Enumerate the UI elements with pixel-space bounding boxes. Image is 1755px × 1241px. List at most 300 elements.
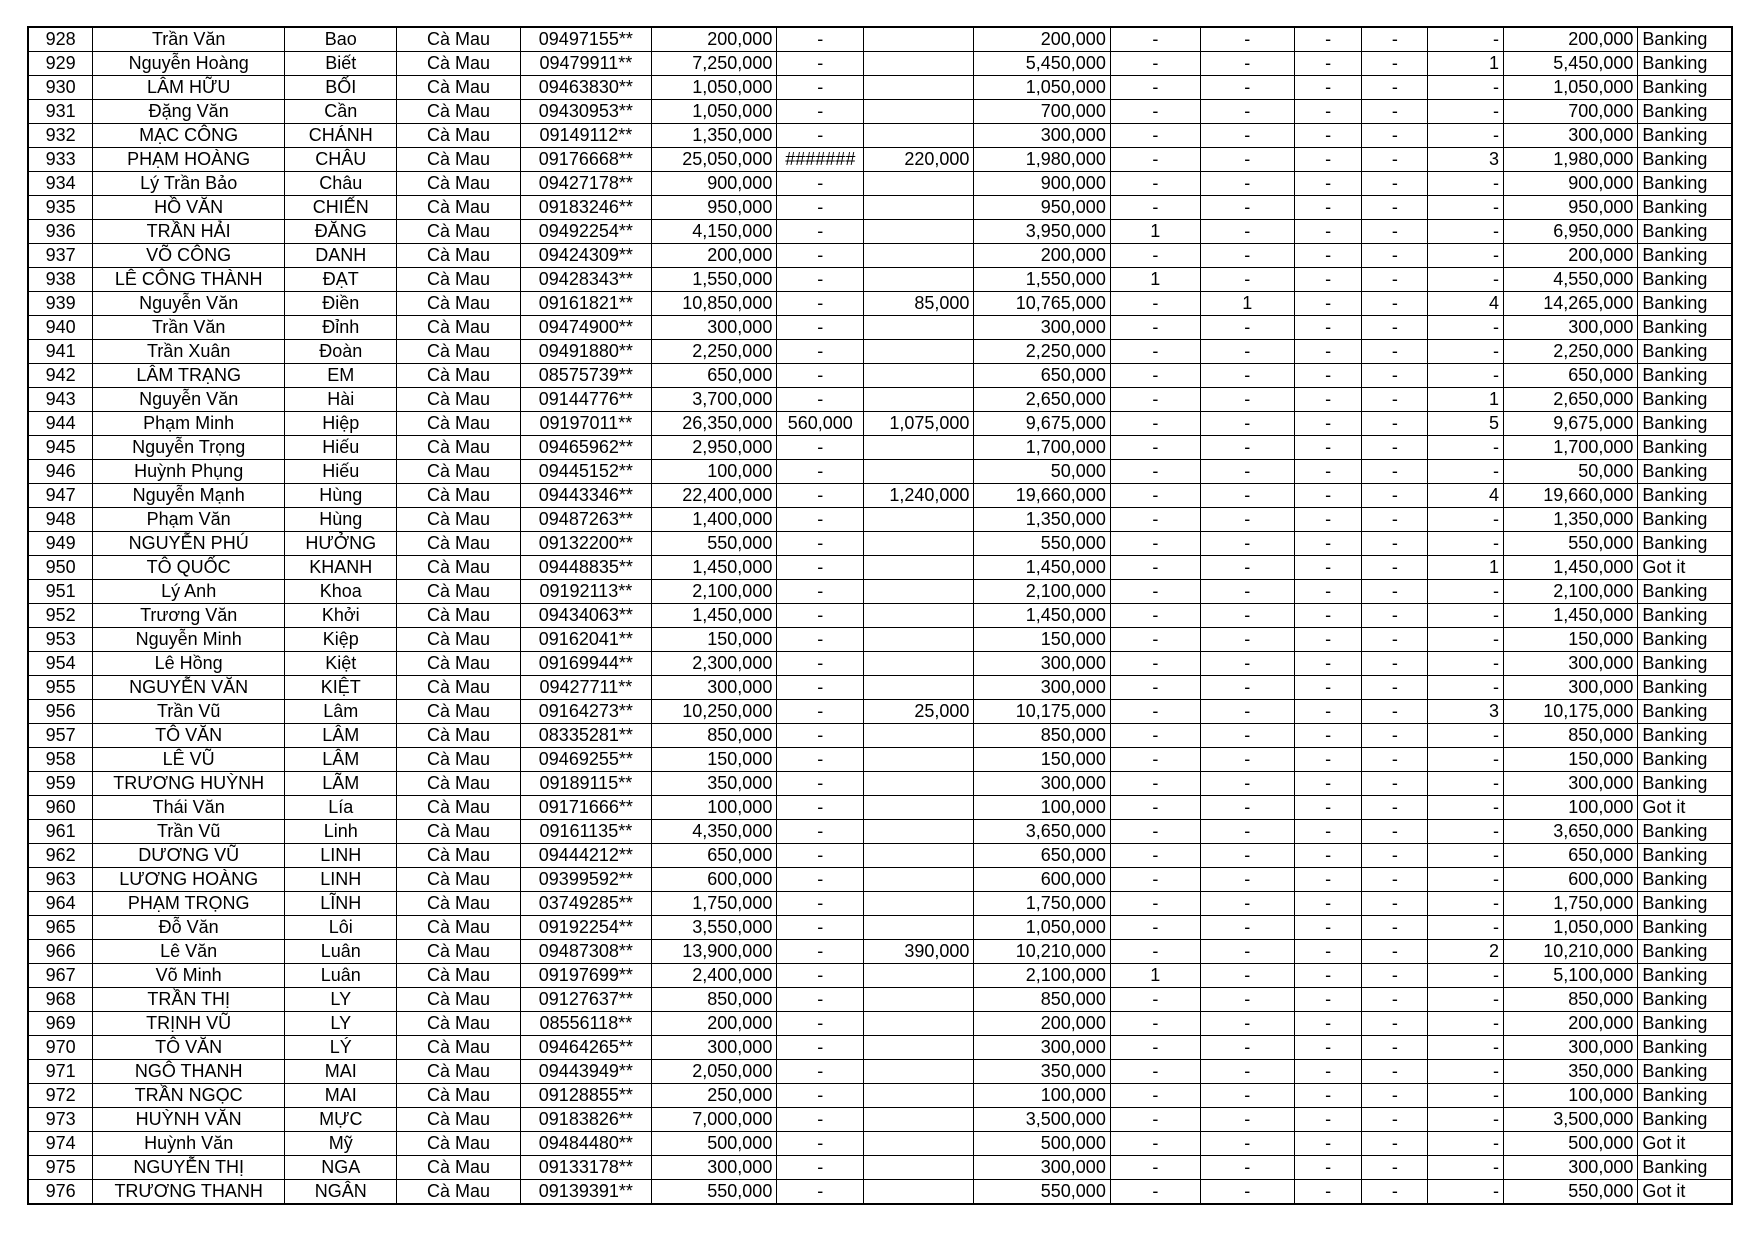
amount-3-cell [864, 388, 974, 412]
payment-method-cell: Got it [1638, 1180, 1732, 1205]
surname-cell: DƯƠNG VŨ [93, 844, 285, 868]
amount-3-cell [864, 868, 974, 892]
count-5-cell: 3 [1428, 148, 1504, 172]
row-number-cell: 950 [28, 556, 93, 580]
count-1-cell: - [1110, 316, 1200, 340]
surname-cell: Phạm Minh [93, 412, 285, 436]
row-number-cell: 962 [28, 844, 93, 868]
payment-method-cell: Banking [1638, 484, 1732, 508]
amount-cell: 7,250,000 [652, 52, 777, 76]
count-4-cell: - [1362, 100, 1428, 124]
surname-cell: LƯƠNG HOÀNG [93, 868, 285, 892]
count-3-cell: - [1294, 172, 1362, 196]
phone-cell: 09189115** [520, 772, 651, 796]
amount-cell: 200,000 [652, 244, 777, 268]
count-1-cell: - [1110, 604, 1200, 628]
phone-cell: 09465962** [520, 436, 651, 460]
amount-cell: 1,450,000 [652, 556, 777, 580]
amount-3-cell [864, 172, 974, 196]
count-3-cell: - [1294, 1156, 1362, 1180]
count-1-cell: - [1110, 748, 1200, 772]
table-row [28, 748, 1732, 772]
payment-method-cell: Banking [1638, 940, 1732, 964]
given-name-cell: MAI [285, 1060, 397, 1084]
total-cell: 650,000 [1503, 364, 1637, 388]
phone-cell: 09161821** [520, 292, 651, 316]
amount-2-cell: - [777, 100, 864, 124]
amount-cell: 2,250,000 [652, 340, 777, 364]
count-1-cell: - [1110, 940, 1200, 964]
amount-4-cell: 3,500,000 [974, 1108, 1110, 1132]
payment-method-cell: Got it [1638, 1132, 1732, 1156]
amount-cell: 300,000 [652, 1036, 777, 1060]
phone-cell: 09474900** [520, 316, 651, 340]
amount-3-cell [864, 676, 974, 700]
count-4-cell: - [1362, 604, 1428, 628]
payment-method-cell: Banking [1638, 268, 1732, 292]
count-1-cell: - [1110, 460, 1200, 484]
count-1-cell: - [1110, 580, 1200, 604]
payment-method-cell: Banking [1638, 652, 1732, 676]
count-4-cell: - [1362, 964, 1428, 988]
amount-4-cell: 1,700,000 [974, 436, 1110, 460]
table-row [28, 628, 1732, 652]
payment-method-cell: Banking [1638, 1012, 1732, 1036]
given-name-cell: EM [285, 364, 397, 388]
given-name-cell: LÂM [285, 748, 397, 772]
amount-3-cell [864, 1084, 974, 1108]
surname-cell: NGUYỄN PHÚ [93, 532, 285, 556]
given-name-cell: NGA [285, 1156, 397, 1180]
amount-2-cell: - [777, 196, 864, 220]
province-cell: Cà Mau [397, 652, 520, 676]
given-name-cell: Hiếu [285, 460, 397, 484]
table-row [28, 532, 1732, 556]
count-3-cell: - [1294, 604, 1362, 628]
surname-cell: Lý Trần Bảo [93, 172, 285, 196]
amount-3-cell [864, 724, 974, 748]
phone-cell: 09443346** [520, 484, 651, 508]
given-name-cell: Lía [285, 796, 397, 820]
table-row [28, 1132, 1732, 1156]
payment-method-cell: Got it [1638, 796, 1732, 820]
amount-2-cell: - [777, 580, 864, 604]
surname-cell: TRẦN THỊ [93, 988, 285, 1012]
phone-cell: 09192254** [520, 916, 651, 940]
amount-4-cell: 500,000 [974, 1132, 1110, 1156]
payment-method-cell: Banking [1638, 604, 1732, 628]
count-3-cell: - [1294, 244, 1362, 268]
table-row [28, 460, 1732, 484]
province-cell: Cà Mau [397, 1108, 520, 1132]
province-cell: Cà Mau [397, 172, 520, 196]
count-3-cell: - [1294, 724, 1362, 748]
count-2-cell: - [1200, 196, 1294, 220]
given-name-cell: Hiếu [285, 436, 397, 460]
phone-cell: 09133178** [520, 1156, 651, 1180]
count-4-cell: - [1362, 388, 1428, 412]
surname-cell: TÔ VĂN [93, 724, 285, 748]
amount-4-cell: 5,450,000 [974, 52, 1110, 76]
amount-3-cell [864, 556, 974, 580]
amount-2-cell: - [777, 1012, 864, 1036]
province-cell: Cà Mau [397, 1132, 520, 1156]
amount-4-cell: 1,980,000 [974, 148, 1110, 172]
row-number-cell: 948 [28, 508, 93, 532]
table-row [28, 196, 1732, 220]
amount-4-cell: 300,000 [974, 772, 1110, 796]
count-4-cell: - [1362, 1036, 1428, 1060]
amount-2-cell: - [777, 700, 864, 724]
province-cell: Cà Mau [397, 700, 520, 724]
given-name-cell: MAI [285, 1084, 397, 1108]
count-4-cell: - [1362, 748, 1428, 772]
surname-cell: NGUYỄN THỊ [93, 1156, 285, 1180]
count-5-cell: 1 [1428, 388, 1504, 412]
province-cell: Cà Mau [397, 940, 520, 964]
amount-3-cell: 1,240,000 [864, 484, 974, 508]
count-4-cell: - [1362, 868, 1428, 892]
payment-method-cell: Banking [1638, 460, 1732, 484]
total-cell: 1,050,000 [1503, 76, 1637, 100]
count-2-cell: - [1200, 1108, 1294, 1132]
total-cell: 2,100,000 [1503, 580, 1637, 604]
count-2-cell: - [1200, 604, 1294, 628]
count-5-cell: - [1428, 724, 1504, 748]
amount-4-cell: 300,000 [974, 124, 1110, 148]
amount-3-cell [864, 52, 974, 76]
amount-2-cell: - [777, 940, 864, 964]
province-cell: Cà Mau [397, 1180, 520, 1205]
count-3-cell: - [1294, 220, 1362, 244]
count-2-cell: - [1200, 940, 1294, 964]
given-name-cell: LINH [285, 868, 397, 892]
count-5-cell: - [1428, 988, 1504, 1012]
amount-cell: 500,000 [652, 1132, 777, 1156]
amount-2-cell: - [777, 1108, 864, 1132]
count-4-cell: - [1362, 1180, 1428, 1205]
table-row [28, 604, 1732, 628]
amount-4-cell: 19,660,000 [974, 484, 1110, 508]
amount-cell: 1,050,000 [652, 76, 777, 100]
total-cell: 150,000 [1503, 628, 1637, 652]
count-4-cell: - [1362, 436, 1428, 460]
count-1-cell: - [1110, 988, 1200, 1012]
province-cell: Cà Mau [397, 964, 520, 988]
amount-2-cell: - [777, 820, 864, 844]
count-1-cell: - [1110, 1012, 1200, 1036]
total-cell: 300,000 [1503, 676, 1637, 700]
payment-method-cell: Banking [1638, 772, 1732, 796]
province-cell: Cà Mau [397, 532, 520, 556]
row-number-cell: 930 [28, 76, 93, 100]
phone-cell: 08335281** [520, 724, 651, 748]
count-1-cell: - [1110, 196, 1200, 220]
given-name-cell: Luân [285, 964, 397, 988]
phone-cell: 09128855** [520, 1084, 651, 1108]
count-1-cell: - [1110, 652, 1200, 676]
count-5-cell: - [1428, 604, 1504, 628]
amount-4-cell: 350,000 [974, 1060, 1110, 1084]
amount-cell: 4,350,000 [652, 820, 777, 844]
given-name-cell: Lôi [285, 916, 397, 940]
count-2-cell: - [1200, 172, 1294, 196]
count-2-cell: - [1200, 244, 1294, 268]
amount-cell: 550,000 [652, 1180, 777, 1205]
amount-4-cell: 2,650,000 [974, 388, 1110, 412]
count-1-cell: - [1110, 100, 1200, 124]
row-number-cell: 943 [28, 388, 93, 412]
row-number-cell: 937 [28, 244, 93, 268]
total-cell: 150,000 [1503, 748, 1637, 772]
amount-4-cell: 1,050,000 [974, 76, 1110, 100]
phone-cell: 09427178** [520, 172, 651, 196]
total-cell: 5,100,000 [1503, 964, 1637, 988]
phone-cell: 09444212** [520, 844, 651, 868]
count-4-cell: - [1362, 1060, 1428, 1084]
count-5-cell: 1 [1428, 556, 1504, 580]
total-cell: 600,000 [1503, 868, 1637, 892]
total-cell: 10,210,000 [1503, 940, 1637, 964]
row-number-cell: 954 [28, 652, 93, 676]
amount-cell: 2,100,000 [652, 580, 777, 604]
phone-cell: 09430953** [520, 100, 651, 124]
total-cell: 1,450,000 [1503, 556, 1637, 580]
count-5-cell: - [1428, 676, 1504, 700]
total-cell: 100,000 [1503, 1084, 1637, 1108]
payment-method-cell: Banking [1638, 676, 1732, 700]
given-name-cell: LÝ [285, 1036, 397, 1060]
amount-4-cell: 1,350,000 [974, 508, 1110, 532]
count-4-cell: - [1362, 1012, 1428, 1036]
given-name-cell: Bao [285, 27, 397, 52]
count-4-cell: - [1362, 244, 1428, 268]
count-2-cell: - [1200, 868, 1294, 892]
province-cell: Cà Mau [397, 364, 520, 388]
row-number-cell: 936 [28, 220, 93, 244]
payment-method-cell: Banking [1638, 748, 1732, 772]
count-2-cell: - [1200, 388, 1294, 412]
amount-cell: 900,000 [652, 172, 777, 196]
amount-4-cell: 550,000 [974, 1180, 1110, 1205]
phone-cell: 09169944** [520, 652, 651, 676]
count-2-cell: - [1200, 268, 1294, 292]
amount-4-cell: 300,000 [974, 1156, 1110, 1180]
amount-cell: 150,000 [652, 748, 777, 772]
amount-2-cell: - [777, 604, 864, 628]
amount-3-cell [864, 268, 974, 292]
count-4-cell: - [1362, 628, 1428, 652]
payment-method-cell: Banking [1638, 124, 1732, 148]
phone-cell: 09463830** [520, 76, 651, 100]
amount-2-cell: - [777, 76, 864, 100]
count-1-cell: - [1110, 172, 1200, 196]
surname-cell: TÔ QUỐC [93, 556, 285, 580]
phone-cell: 09427711** [520, 676, 651, 700]
table-row [28, 316, 1732, 340]
amount-2-cell: - [777, 724, 864, 748]
count-1-cell: - [1110, 1132, 1200, 1156]
province-cell: Cà Mau [397, 748, 520, 772]
count-4-cell: - [1362, 1132, 1428, 1156]
amount-4-cell: 3,650,000 [974, 820, 1110, 844]
row-number-cell: 938 [28, 268, 93, 292]
payment-method-cell: Banking [1638, 916, 1732, 940]
total-cell: 100,000 [1503, 796, 1637, 820]
given-name-cell: MỰC [285, 1108, 397, 1132]
phone-cell: 09487263** [520, 508, 651, 532]
phone-cell: 03749285** [520, 892, 651, 916]
count-1-cell: - [1110, 292, 1200, 316]
amount-4-cell: 10,210,000 [974, 940, 1110, 964]
table-row [28, 1060, 1732, 1084]
amount-4-cell: 150,000 [974, 628, 1110, 652]
count-3-cell: - [1294, 532, 1362, 556]
count-5-cell: 2 [1428, 940, 1504, 964]
amount-2-cell: - [777, 964, 864, 988]
surname-cell: Nguyễn Minh [93, 628, 285, 652]
amount-2-cell: - [777, 844, 864, 868]
count-5-cell: - [1428, 892, 1504, 916]
row-number-cell: 946 [28, 460, 93, 484]
count-3-cell: - [1294, 772, 1362, 796]
count-3-cell: - [1294, 484, 1362, 508]
count-2-cell: - [1200, 724, 1294, 748]
count-1-cell: - [1110, 820, 1200, 844]
amount-cell: 2,300,000 [652, 652, 777, 676]
table-row [28, 388, 1732, 412]
count-2-cell: 1 [1200, 292, 1294, 316]
amount-3-cell [864, 316, 974, 340]
province-cell: Cà Mau [397, 508, 520, 532]
table-row [28, 868, 1732, 892]
given-name-cell: Mỹ [285, 1132, 397, 1156]
count-5-cell: - [1428, 364, 1504, 388]
province-cell: Cà Mau [397, 268, 520, 292]
amount-cell: 350,000 [652, 772, 777, 796]
row-number-cell: 966 [28, 940, 93, 964]
total-cell: 1,350,000 [1503, 508, 1637, 532]
count-3-cell: - [1294, 1132, 1362, 1156]
count-2-cell: - [1200, 484, 1294, 508]
amount-2-cell: - [777, 988, 864, 1012]
given-name-cell: Điền [285, 292, 397, 316]
count-2-cell: - [1200, 508, 1294, 532]
amount-cell: 2,050,000 [652, 1060, 777, 1084]
count-1-cell: - [1110, 436, 1200, 460]
amount-2-cell: ####### [777, 148, 864, 172]
amount-4-cell: 10,175,000 [974, 700, 1110, 724]
phone-cell: 09171666** [520, 796, 651, 820]
payment-method-cell: Banking [1638, 76, 1732, 100]
count-1-cell: - [1110, 892, 1200, 916]
table-row [28, 796, 1732, 820]
total-cell: 300,000 [1503, 772, 1637, 796]
count-4-cell: - [1362, 988, 1428, 1012]
count-5-cell: - [1428, 220, 1504, 244]
amount-4-cell: 200,000 [974, 1012, 1110, 1036]
amount-4-cell: 1,450,000 [974, 604, 1110, 628]
amount-cell: 3,550,000 [652, 916, 777, 940]
amount-cell: 850,000 [652, 988, 777, 1012]
count-1-cell: - [1110, 244, 1200, 268]
surname-cell: Nguyễn Văn [93, 292, 285, 316]
province-cell: Cà Mau [397, 1060, 520, 1084]
count-1-cell: - [1110, 388, 1200, 412]
surname-cell: TRẦN HẢI [93, 220, 285, 244]
row-number-cell: 965 [28, 916, 93, 940]
amount-3-cell [864, 916, 974, 940]
province-cell: Cà Mau [397, 580, 520, 604]
count-5-cell: 4 [1428, 484, 1504, 508]
province-cell: Cà Mau [397, 27, 520, 52]
count-2-cell: - [1200, 556, 1294, 580]
given-name-cell: BỐI [285, 76, 397, 100]
amount-2-cell: - [777, 1180, 864, 1205]
phone-cell: 09197011** [520, 412, 651, 436]
surname-cell: Trần Văn [93, 316, 285, 340]
amount-4-cell: 2,100,000 [974, 580, 1110, 604]
count-2-cell: - [1200, 220, 1294, 244]
amount-3-cell [864, 27, 974, 52]
amount-3-cell [864, 508, 974, 532]
amount-cell: 1,400,000 [652, 508, 777, 532]
given-name-cell: Hùng [285, 508, 397, 532]
count-4-cell: - [1362, 268, 1428, 292]
given-name-cell: Linh [285, 820, 397, 844]
amount-4-cell: 1,450,000 [974, 556, 1110, 580]
table-row [28, 676, 1732, 700]
amount-4-cell: 300,000 [974, 652, 1110, 676]
amount-2-cell: - [777, 340, 864, 364]
count-3-cell: - [1294, 796, 1362, 820]
row-number-cell: 960 [28, 796, 93, 820]
payment-method-cell: Banking [1638, 292, 1732, 316]
amount-2-cell: - [777, 772, 864, 796]
row-number-cell: 970 [28, 1036, 93, 1060]
count-3-cell: - [1294, 820, 1362, 844]
table-row [28, 1180, 1732, 1205]
count-5-cell: - [1428, 532, 1504, 556]
table-row [28, 1108, 1732, 1132]
count-2-cell: - [1200, 580, 1294, 604]
count-3-cell: - [1294, 268, 1362, 292]
given-name-cell: LĨNH [285, 892, 397, 916]
count-4-cell: - [1362, 412, 1428, 436]
table-row [28, 820, 1732, 844]
count-4-cell: - [1362, 580, 1428, 604]
given-name-cell: LÃM [285, 772, 397, 796]
count-4-cell: - [1362, 1156, 1428, 1180]
province-cell: Cà Mau [397, 460, 520, 484]
total-cell: 50,000 [1503, 460, 1637, 484]
count-3-cell: - [1294, 556, 1362, 580]
amount-4-cell: 900,000 [974, 172, 1110, 196]
amount-4-cell: 700,000 [974, 100, 1110, 124]
phone-cell: 09162041** [520, 628, 651, 652]
amount-cell: 7,000,000 [652, 1108, 777, 1132]
amount-4-cell: 600,000 [974, 868, 1110, 892]
count-4-cell: - [1362, 196, 1428, 220]
payment-method-cell: Banking [1638, 412, 1732, 436]
amount-4-cell: 2,250,000 [974, 340, 1110, 364]
total-cell: 300,000 [1503, 124, 1637, 148]
count-4-cell: - [1362, 652, 1428, 676]
count-2-cell: - [1200, 844, 1294, 868]
count-2-cell: - [1200, 1012, 1294, 1036]
given-name-cell: ĐẠT [285, 268, 397, 292]
table-row [28, 220, 1732, 244]
